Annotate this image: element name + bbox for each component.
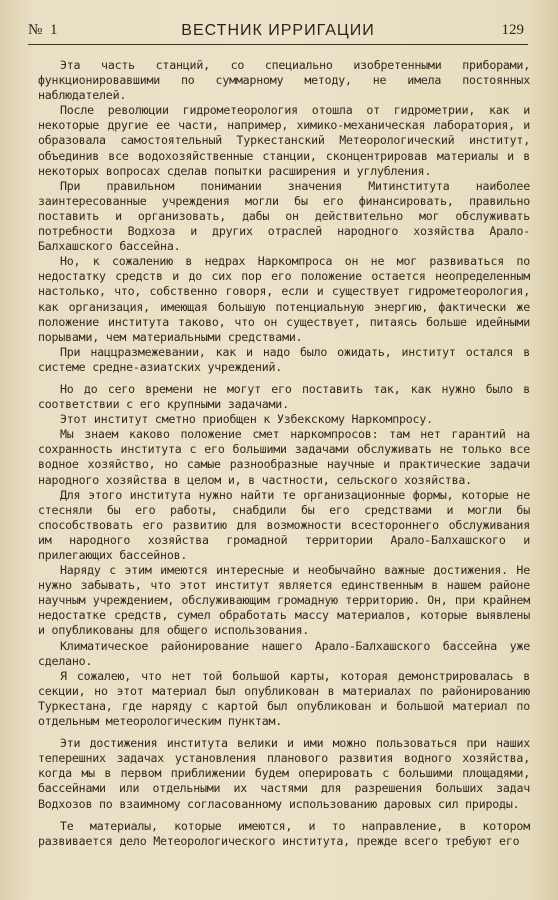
paragraph: Мы знаем каково положение смет наркомпросов: там нет гарантий на сохранность института с его большими задачами обслуживать не только все водное хозяйство, но самые разнообразные научные и практические задачи народного хозяйства в целом и, в частности, сельского хозяйства. (38, 427, 530, 487)
paragraph: Этот институт сметно приобщен к Узбекскому Наркомпросу. (60, 412, 433, 427)
paragraph: Эта часть станций, со специально изобретенными приборами, функционировавшими по суммарному методу, не имела постоянных наблюдателей. (38, 58, 530, 103)
paragraph: Те материалы, которые имеются, и то направление, в котором развивается дело Метеорологического института, прежде всего требуют его (38, 818, 530, 848)
paragraph: Но, к сожалению в недрах Наркомпроса он не мог развиваться по недостатку средств и до сих пор его положение остается неопределенным настолько, что, собственно говоря, если и существует гидрометеорология, как организация, имеющая большую потенциальную энергию, фактически же положение института таково, что он существует, питаясь больше идейными порывами, чем материальными средствами. (38, 254, 530, 344)
paragraph: После революции гидрометеорология отошла от гидрометрии, как и некоторые другие ее части, например, химико-механическая лаборатория, и образовала самостоятельный Туркестанский Метеорологический институт, объединив все водохозяйственные станции, сконцентрировав материалы и в некоторых вопросах сделав попытки расширения и углубления. (38, 103, 530, 178)
paragraph: Но до сего времени не могут его поставить так, как нужно было в соответствии с его крупными задачами. (38, 381, 530, 412)
page-header (28, 22, 528, 45)
paragraph: При наццразмежевании, как и надо было ожидать, институт остался в системе средне-азиатских учреждений. (38, 344, 530, 374)
paragraph: При правильном понимании значения Митинститута наиболее заинтересованные учреждения могли бы его финансировать, правильно поставить и организовать, дабы он действительно мог обслуживать потребности Водхоза и других отраслей народного хозяйства Арало-Балхашского бассейна. (38, 178, 530, 254)
paragraph: Я сожалею, что нет той большой карты, которая демонстрировалась в секции, но этот материал был опубликован в материалах по районированию Туркестана, где наряду с картой был опубликован и большой материал по отдельным метеорологическим пунктам. (38, 668, 530, 729)
journal-title: ВЕСТНИК ИРРИГАЦИИ (181, 22, 375, 39)
page-number: 129 (501, 22, 524, 38)
article-body (38, 58, 530, 849)
paragraph: Климатическое районирование нашего Арало-Балхашского бассейна уже сделано. (38, 638, 530, 668)
paragraph: Для этого института нужно найти те организационные формы, которые не стесняли бы его работы, снабдили бы его средствами и могли бы способствовать его развитию для возможности всестороннего обслуживания им народного хозяйства громадной территории Арало-Балхашского и прилегающих бассейнов. (38, 487, 530, 562)
paragraph: Эти достижения института велики и ими можно пользоваться при наших теперешних задачах установления планового развития водного хозяйства, когда мы в первом приближении будем оперировать с большими площадями, бассейнами или отдельными их частями для разрешения больших задач Водхозов по взаимному согласованному использованию даровых сил природы. (38, 736, 530, 811)
issue-number: № 1 (28, 22, 60, 38)
paragraph: Наряду с этим имеются интересные и необычайно важные достижения. Не нужно забывать, что этот институт является единственным в нашем районе научным учреждением, обслуживающим громадную территорию. Он, при крайнем недостатке средств, сумел обработать массу материалов, которые выявлены и опубликованы для общего использования. (38, 563, 530, 638)
